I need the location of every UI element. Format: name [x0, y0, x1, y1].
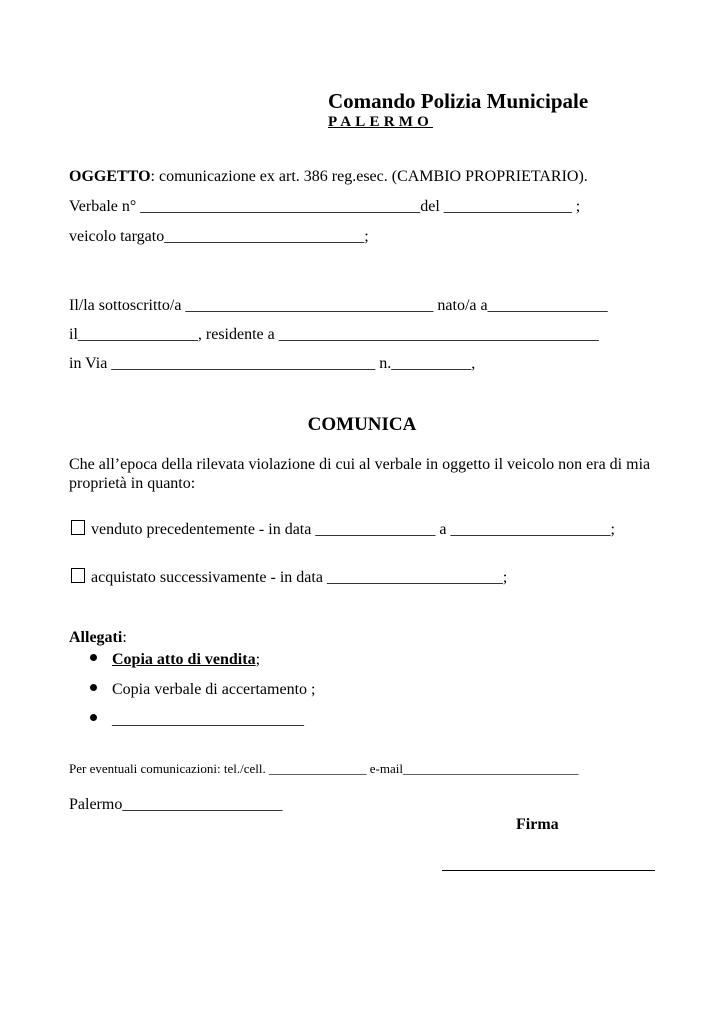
indirizzo-field[interactable]: in Via _________________________________ n.__________,: [69, 355, 476, 372]
option-acquistato[interactable]: [71, 568, 507, 588]
contatti-field[interactable]: Per eventuali comunicazioni: tel./cell. _______________ e-mail___________________________: [69, 761, 579, 776]
option-venduto[interactable]: [71, 520, 615, 540]
allegato-item-1: Copia atto di vendita;: [90, 650, 260, 670]
oggetto-label: OGGETTO: [69, 168, 151, 185]
comunica-heading: COMUNICA: [307, 414, 417, 435]
bullet-icon: [90, 714, 97, 721]
palermo-date-field[interactable]: Palermo____________________: [69, 796, 283, 813]
oggetto-text: : comunicazione ex art. 386 reg.esec. (CAMBIO PROPRIETARIO).: [150, 168, 588, 185]
oggetto-line: [69, 167, 588, 187]
signature-line[interactable]: [442, 870, 655, 871]
allegato-item-2: [90, 680, 315, 700]
allegati-label: Allegati: [69, 629, 123, 646]
checkbox-acquistato[interactable]: [71, 568, 85, 583]
residenza-field[interactable]: il_______________, residente a ________________________________________: [69, 326, 599, 343]
allegato-item-2-text: Copia verbale di accertamento ;: [112, 681, 316, 698]
bullet-icon: [90, 684, 97, 691]
verbale-field[interactable]: Verbale n° ___________________________________del ________________ ;: [69, 198, 581, 215]
comunica-paragraph: Che all’epoca della rilevata violazione di cui al verbale in oggetto il veicolo non era di mia proprietà in quanto:: [69, 456, 651, 492]
veicolo-targato-field[interactable]: veicolo targato_________________________;: [69, 228, 369, 245]
allegato-item-3-text[interactable]: ________________________: [112, 711, 304, 728]
firma-label: Firma: [516, 816, 559, 833]
document-city: PALERMO: [328, 114, 433, 130]
allegato-item-3[interactable]: [90, 710, 304, 730]
sottoscritto-field[interactable]: Il/la sottoscritto/a _______________________________ nato/a a_______________: [69, 297, 608, 314]
allegato-item-1-text: Copia atto di vendita: [112, 651, 256, 668]
document-title: Comando Polizia Municipale: [328, 89, 589, 113]
option-venduto-text: venduto precedentemente - in data _______________ a ____________________;: [91, 521, 615, 538]
bullet-icon: [90, 654, 97, 661]
option-acquistato-text: acquistato successivamente - in data ______________________;: [91, 569, 508, 586]
allegati-heading: Allegati:: [69, 629, 127, 646]
checkbox-venduto[interactable]: [71, 520, 85, 535]
